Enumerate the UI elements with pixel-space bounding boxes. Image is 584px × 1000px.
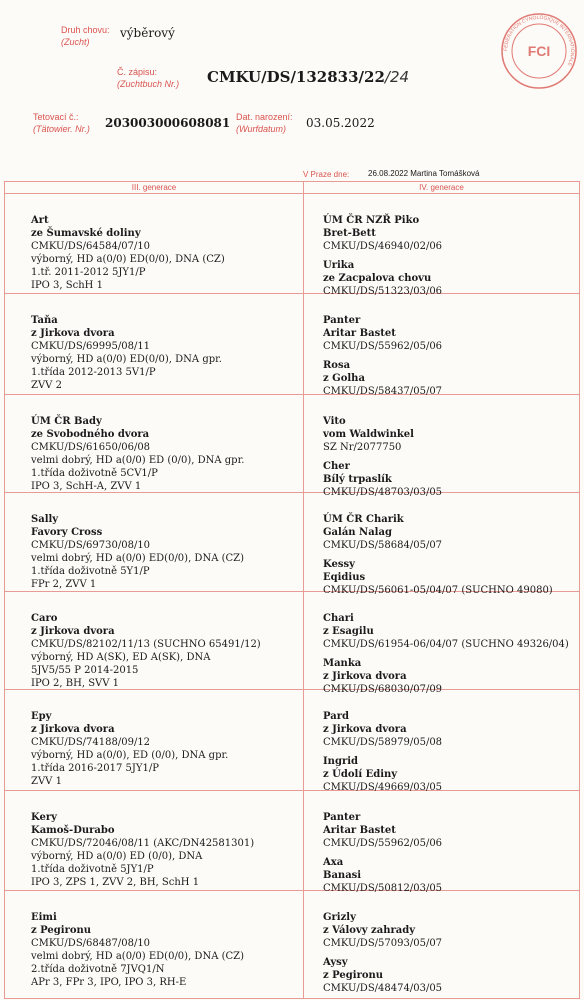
druh-label: Druh chovu: (Zucht) [61,25,110,47]
ancestor-detail: CMKU/DS/74188/09/12 [31,737,151,748]
ancestor-detail: velmi dobrý, HD a(0/0) ED(0/0), DNA (CZ) [31,553,245,564]
pedigree-row [5,194,579,297]
registration-number: CMKU/DS/61954-06/04/07 (SUCHNO 49326/04) [323,639,569,650]
ancestor-name: ÚM ČR Charik [323,514,404,525]
ancestor-name: Cher [323,461,350,472]
ancestor-detail: výborný, HD a(0/0) ED(0/0), DNA gpr. [31,354,222,365]
tetovaci-label: Tetovací č.: (Tätowier. Nr.) [33,112,90,134]
ancestor-detail: 1.tř. 2011-2012 5JY1/P [31,267,146,278]
registration-number: CMKU/DS/55962/05/06 [323,838,443,849]
pedigree-row [5,395,579,498]
ancestor-detail: FPr 2, ZVV 1 [31,579,97,590]
ancestor-name: Vito [323,416,346,427]
ancestor-detail: IPO 3, SchH-A, ZVV 1 [31,481,142,492]
ancestor-name: Kessy [323,559,355,570]
kennel-name: z Jirkova dvora [31,724,115,735]
ancestor-name: Pard [323,711,349,722]
kennel-name: ze Svobodného dvora [31,429,150,440]
ancestor-name: Rosa [323,360,351,371]
registration-number: CMKU/DS/58684/05/07 [323,540,443,551]
kennel-name: Aritar Bastet [323,328,396,339]
gen3-ancestor [31,710,299,788]
kennel-name: vom Waldwinkel [323,429,414,440]
ancestor-detail: 1.třída doživotně 5CV1/P [31,468,158,479]
ancestor-name: Kery [31,812,57,823]
ancestor-detail: CMKU/DS/68487/08/10 [31,938,151,949]
kennel-name: Banasi [323,870,362,881]
ancestor-name: Ingrid [323,756,358,767]
praha-label: V Praze dne: [303,170,350,179]
ancestor-detail: 5JV5/55 P 2014-2015 [31,665,139,676]
gen3-ancestor [31,612,299,690]
gen3-ancestor [31,513,299,591]
registration-number: CMKU/DS/51323/03/06 [323,286,443,297]
ancestor-detail: CMKU/DS/82102/11/13 (SUCHNO 65491/12) [31,639,261,650]
registration-number: CMKU/DS/46940/02/06 [323,241,443,252]
kennel-name: Galán Nalag [323,527,392,538]
kennel-name: z Jirkova dvora [31,328,115,339]
ancestor-detail: ZVV 1 [31,776,62,787]
ancestor-name: Manka [323,658,362,669]
ancestor-detail: IPO 3, SchH 1 [31,280,103,291]
registration-number: CMKU/DS/68030/07/09 [323,684,443,695]
pedigree-row [5,493,579,596]
praha-value: 26.08.2022 Martina Tomášková [368,169,480,178]
registration-number: CMKU/DS/48703/03/05 [323,487,443,498]
registration-number: SZ Nr/2077750 [323,442,402,453]
druh-value: výběrový [120,26,175,40]
ancestor-detail: velmi dobrý, HD a(0/0) ED(0/0), DNA (CZ) [31,951,245,962]
ancestor-detail: velmi dobrý, HD a(0/0) ED (0/0), DNA gpr. [31,455,245,466]
ancestor-detail: výborný, HD A(SK), ED A(SK), DNA [31,652,211,663]
registration-number: CMKU/DS/55962/05/06 [323,341,443,352]
ancestor-name: Axa [323,857,344,868]
gen3-ancestor [31,415,299,493]
pedigree-row [5,690,579,791]
ancestor-detail: APr 3, FPr 3, IPO, IPO 3, RH-E [31,977,187,988]
ancestor-detail: CMKU/DS/69730/08/10 [31,540,151,551]
fci-ring-text: FÉDÉRATION CYNOLOGIQUE INTERNATIONALE [502,14,576,67]
gen4-ancestors [323,214,578,298]
kennel-name: z Válovy zahrady [323,925,416,936]
gen4-ancestors [323,415,578,499]
kennel-name: Bret-Bett [323,228,376,239]
kennel-name: Bílý trpaslík [323,474,392,485]
ancestor-name: Art [31,215,49,226]
ancestor-name: Urika [323,260,355,271]
kennel-name: Eqidius [323,572,366,583]
ancestor-name: ÚM ČR NZŘ Piko [323,215,420,226]
gen4-ancestors [323,811,578,895]
gen3-ancestor [31,314,299,392]
kennel-name: z Údolí Ediny [323,769,398,780]
registration-number: CMKU/DS/57093/05/07 [323,938,443,949]
narozeni-value: 03.05.2022 [306,116,375,130]
kennel-name: Favory Cross [31,527,103,538]
gen3-ancestor [31,811,299,889]
ancestor-name: Aysy [323,957,348,968]
registration-number: CMKU/DS/56061-05/04/07 (SUCHNO 49080) [323,585,553,596]
registration-number: CMKU/DS/58979/05/08 [323,737,443,748]
kennel-name: ze Šumavské doliny [31,228,141,239]
registration-number: CMKU/DS/48474/03/05 [323,983,443,994]
gen3-ancestor [31,214,299,292]
ancestor-detail: IPO 3, ZPS 1, ZVV 2, BH, SchH 1 [31,877,200,888]
registration-number: CMKU/DS/49669/03/05 [323,782,443,793]
ancestor-name: Panter [323,812,361,823]
ancestor-detail: 1.třída doživotně 5JY1/P [31,864,154,875]
ancestor-name: Chari [323,613,354,624]
gen3-ancestor [31,911,299,989]
ancestor-detail: CMKU/DS/61650/06/08 [31,442,151,453]
pedigree-row [5,294,579,395]
ancestor-name: Sally [31,514,59,525]
ancestor-detail: IPO 2, BH, SVV 1 [31,678,120,689]
ancestor-detail: 2.třída doživotně 7JVQ1/N [31,964,165,975]
ancestor-detail: CMKU/DS/69995/08/11 [31,341,151,352]
kennel-name: z Jirkova dvora [323,724,407,735]
pedigree-row [5,891,579,998]
registration-number: CMKU/DS/58437/05/07 [323,386,443,397]
gen4-ancestors [323,314,578,398]
pedigree-row [5,791,579,894]
ancestor-name: Grizly [323,912,356,923]
ancestor-detail: 1.třída 2012-2013 5V1/P [31,367,156,378]
gen4-ancestors [323,612,578,696]
ancestor-detail: 1.třída 2016-2017 5JY1/P [31,763,159,774]
col-header-gen3: III. generace [5,182,303,194]
ancestor-name: Epy [31,711,52,722]
gen4-ancestors [323,513,578,597]
pedigree-table [4,181,580,999]
ancestor-name: Eimi [31,912,57,923]
kennel-name: Kamoš-Durabo [31,825,115,836]
kennel-name: Aritar Bastet [323,825,396,836]
ancestor-detail: CMKU/DS/72046/08/11 (AKC/DN42581301) [31,838,255,849]
fci-text: FCI [527,43,551,59]
kennel-name: z Pegironu [31,925,92,936]
gen4-ancestors [323,911,578,995]
ancestor-detail: výborný, HD a(0/0) ED(0/0), DNA (CZ) [31,254,225,265]
narozeni-label: Dat. narození: (Wurfdatum) [236,112,293,134]
ancestor-detail: ZVV 2 [31,380,62,391]
ancestor-name: Taňa [31,315,58,326]
ancestor-name: ÚM ČR Bady [31,416,102,427]
ancestor-detail: výborný, HD a(0/0) ED (0/0), DNA [31,851,203,862]
col-header-gen4: IV. generace [304,182,579,194]
ancestor-name: Panter [323,315,361,326]
gen4-ancestors [323,710,578,794]
kennel-name: z Golha [323,373,365,384]
kennel-name: z Pegironu [323,970,384,981]
pedigree-row [5,592,579,695]
kennel-name: ze Zacpalova chovu [323,273,432,284]
kennel-name: z Esagilu [323,626,374,637]
ancestor-detail: 1.třída doživotně 5Y1/P [31,566,150,577]
zapis-value: CMKU/DS/132833/22/24 [207,68,410,86]
fci-logo [500,12,578,90]
kennel-name: z Jirkova dvora [31,626,115,637]
registration-number: CMKU/DS/50812/03/05 [323,883,443,894]
ancestor-detail: výborný, HD a(0/0), ED (0/0), DNA gpr. [31,750,229,761]
zapis-label: Č. zápisu: (Zuchtbuch Nr.) [117,67,180,89]
zapis-handwritten-suffix: /24 [384,68,410,86]
tetovaci-value: 203003000608081 [105,116,231,130]
ancestor-detail: CMKU/DS/64584/07/10 [31,241,151,252]
kennel-name: z Jirkova dvora [323,671,407,682]
ancestor-name: Caro [31,613,58,624]
